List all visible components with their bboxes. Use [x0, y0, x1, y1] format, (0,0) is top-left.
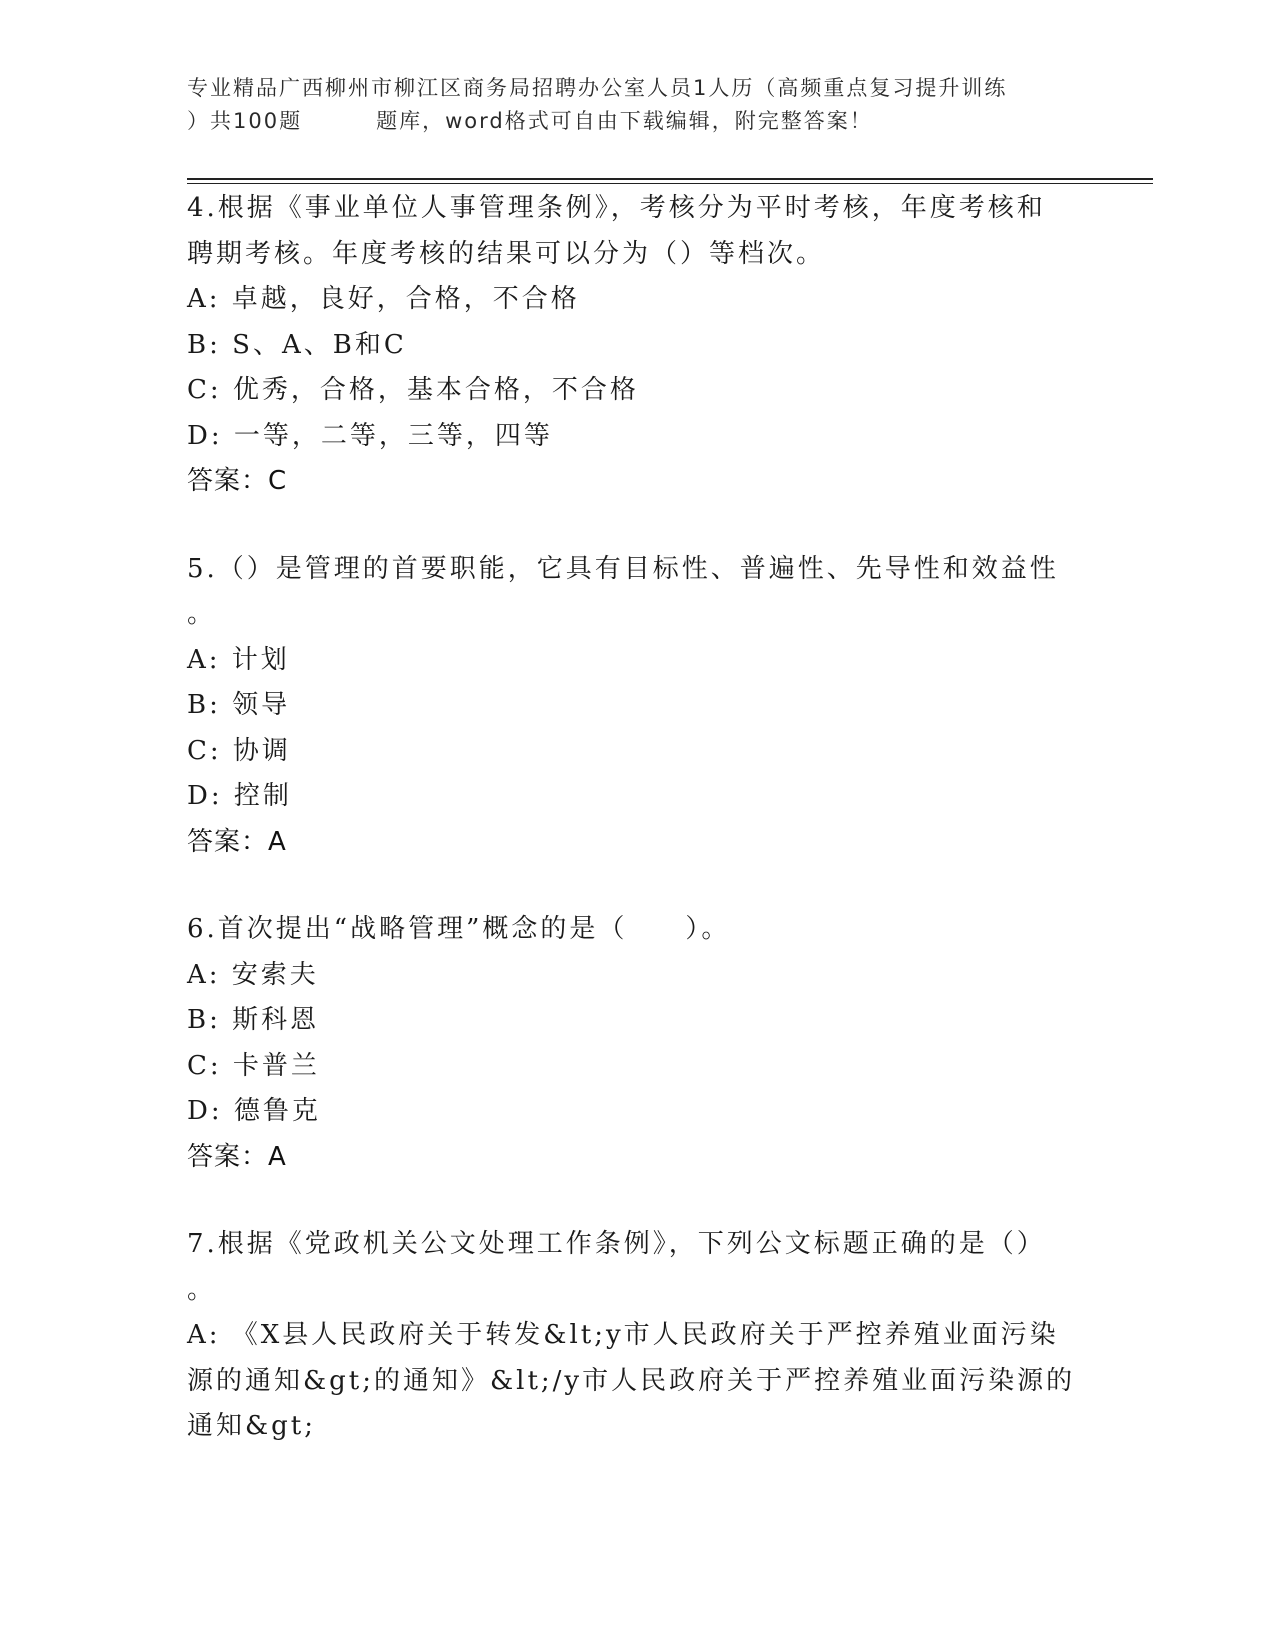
option-a: A: 计划	[187, 644, 290, 675]
option-b: B: 领导	[187, 690, 291, 720]
question-stem: 5.（）是管理的首要职能，它具有目标性、普遍性、先导性和效益性	[187, 553, 1059, 584]
question-stem: 聘期考核。年度考核的结果可以分为（）等档次。	[187, 238, 826, 269]
option-d: D: 德鲁克	[187, 1096, 321, 1126]
answer: 答案：A	[187, 826, 287, 857]
option-d: D: 控制	[187, 781, 292, 811]
question-5	[187, 547, 1087, 866]
option-d: D: 一等，二等，三等，四等	[187, 420, 553, 451]
header-line-2b: 题库，word格式可自由下载编辑，附完整答案！	[376, 109, 873, 133]
option-c: C: 卡普兰	[187, 1050, 320, 1081]
answer: 答案：C	[187, 466, 288, 496]
header-divider-thin	[187, 183, 1153, 184]
option-a-continued: 源的通知&gt;的通知》&lt;/y市人民政府关于严控养殖业面污染源的	[187, 1365, 1076, 1396]
option-b: B: S、A、B和C	[187, 329, 407, 360]
question-stem: 6.首次提出“战略管理”概念的是（ ）。	[187, 914, 731, 944]
question-stem: 。	[187, 599, 217, 629]
option-b: B: 斯科恩	[187, 1005, 320, 1035]
option-c: C: 优秀，合格，基本合格，不合格	[187, 375, 639, 405]
question-stem: 7.根据《党政机关公文处理工作条例》，下列公文标题正确的是（）	[187, 1229, 1046, 1259]
header-line-1: 专业精品广西柳州市柳江区商务局招聘办公室人员1人历（高频重点复习提升训练	[187, 76, 1008, 100]
question-list	[187, 186, 1087, 1450]
header-line-2a: ）共100题	[187, 109, 303, 133]
question-4	[187, 186, 1087, 505]
question-6	[187, 907, 1087, 1180]
header-line-2	[187, 105, 1087, 138]
question-stem: 。	[187, 1274, 217, 1305]
answer: 答案：A	[187, 1141, 287, 1172]
page-header	[187, 72, 1087, 138]
option-a: A: 卓越，良好，合格，不合格	[187, 284, 580, 314]
option-a: A: 《X县人民政府关于转发&lt;y市人民政府关于严控养殖业面污染	[187, 1320, 1059, 1350]
option-c: C: 协调	[187, 735, 291, 766]
option-a-continued: 通知&gt;	[187, 1411, 316, 1441]
option-a: A: 安索夫	[187, 959, 319, 990]
question-stem: 4.根据《事业单位人事管理条例》，考核分为平时考核，年度考核和	[187, 193, 1046, 223]
header-divider-thick	[187, 178, 1153, 180]
question-7	[187, 1222, 1087, 1450]
